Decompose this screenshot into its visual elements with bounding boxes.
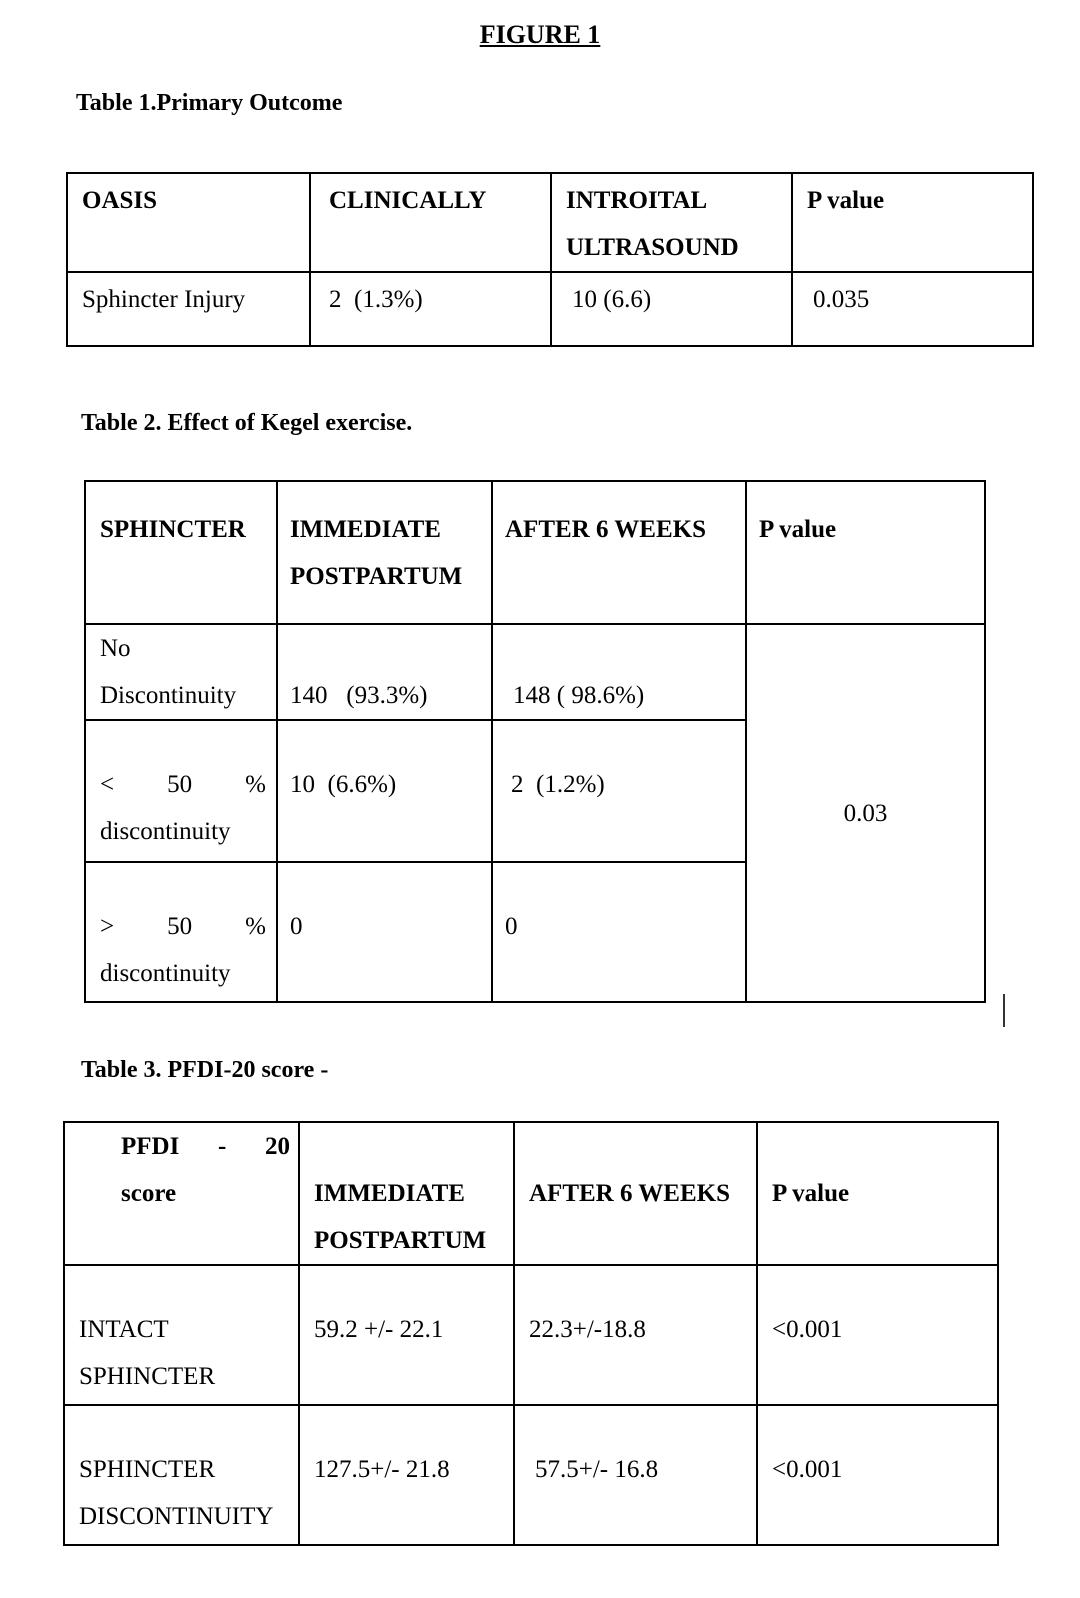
table2-header-pvalue: P value xyxy=(746,481,985,624)
table2-caption: Table 2. Effect of Kegel exercise. xyxy=(81,410,413,436)
table1-header-pvalue: P value xyxy=(792,173,1033,272)
table3-header-after: AFTER 6 WEEKS xyxy=(514,1122,757,1265)
table1-header-oasis: OASIS xyxy=(67,173,310,272)
table2-row1-label: No Discontinuity xyxy=(85,624,277,720)
table2-row1-after: 148 ( 98.6%) xyxy=(492,624,746,720)
table3 xyxy=(63,1121,999,1546)
table1-caption: Table 1.Primary Outcome xyxy=(76,90,343,116)
table3-row1-pvalue: <0.001 xyxy=(757,1265,998,1405)
table2-pvalue-merged: 0.03 xyxy=(746,624,985,1002)
table3-caption: Table 3. PFDI-20 score - xyxy=(81,1057,329,1083)
table2-row3-immediate: 0 xyxy=(277,862,492,1002)
table3-header-immediate: IMMEDIATE POSTPARTUM xyxy=(299,1122,514,1265)
table3-row2-pvalue: <0.001 xyxy=(757,1405,998,1545)
table3-header-pfdi: PFDI - 20 score xyxy=(64,1122,299,1265)
table1-cell-pvalue: 0.035 xyxy=(792,272,1033,346)
table1-cell-clinically: 2 (1.3%) xyxy=(310,272,551,346)
text-cursor xyxy=(1003,994,1005,1027)
table1 xyxy=(66,172,1034,347)
table3-row2-label: SPHINCTER DISCONTINUITY xyxy=(64,1405,299,1545)
table3-row1-label: INTACT SPHINCTER xyxy=(64,1265,299,1405)
table2-row2-label: < 50 % discontinuity xyxy=(85,720,277,862)
table3-row1-immediate: 59.2 +/- 22.1 xyxy=(299,1265,514,1405)
table3-row2-immediate: 127.5+/- 21.8 xyxy=(299,1405,514,1545)
table1-header-ultrasound: INTROITAL ULTRASOUND xyxy=(551,173,792,272)
table2-row2-immediate: 10 (6.6%) xyxy=(277,720,492,862)
figure-title: FIGURE 1 xyxy=(479,20,601,49)
table2-header-after: AFTER 6 WEEKS xyxy=(492,481,746,624)
table1-header-clinically: CLINICALLY xyxy=(310,173,551,272)
table2-row2-after: 2 (1.2%) xyxy=(492,720,746,862)
table2-row3-after: 0 xyxy=(492,862,746,1002)
table3-row2-after: 57.5+/- 16.8 xyxy=(514,1405,757,1545)
table3-header-pvalue: P value xyxy=(757,1122,998,1265)
table2-header-immediate: IMMEDIATE POSTPARTUM xyxy=(277,481,492,624)
table1-cell-ultrasound: 10 (6.6) xyxy=(551,272,792,346)
table3-row1-after: 22.3+/-18.8 xyxy=(514,1265,757,1405)
table2-row1-immediate: 140 (93.3%) xyxy=(277,624,492,720)
table1-cell-label: Sphincter Injury xyxy=(67,272,310,346)
table2-row3-label: > 50 % discontinuity xyxy=(85,862,277,1002)
table2 xyxy=(84,480,986,1003)
table2-header-sphincter: SPHINCTER xyxy=(85,481,277,624)
